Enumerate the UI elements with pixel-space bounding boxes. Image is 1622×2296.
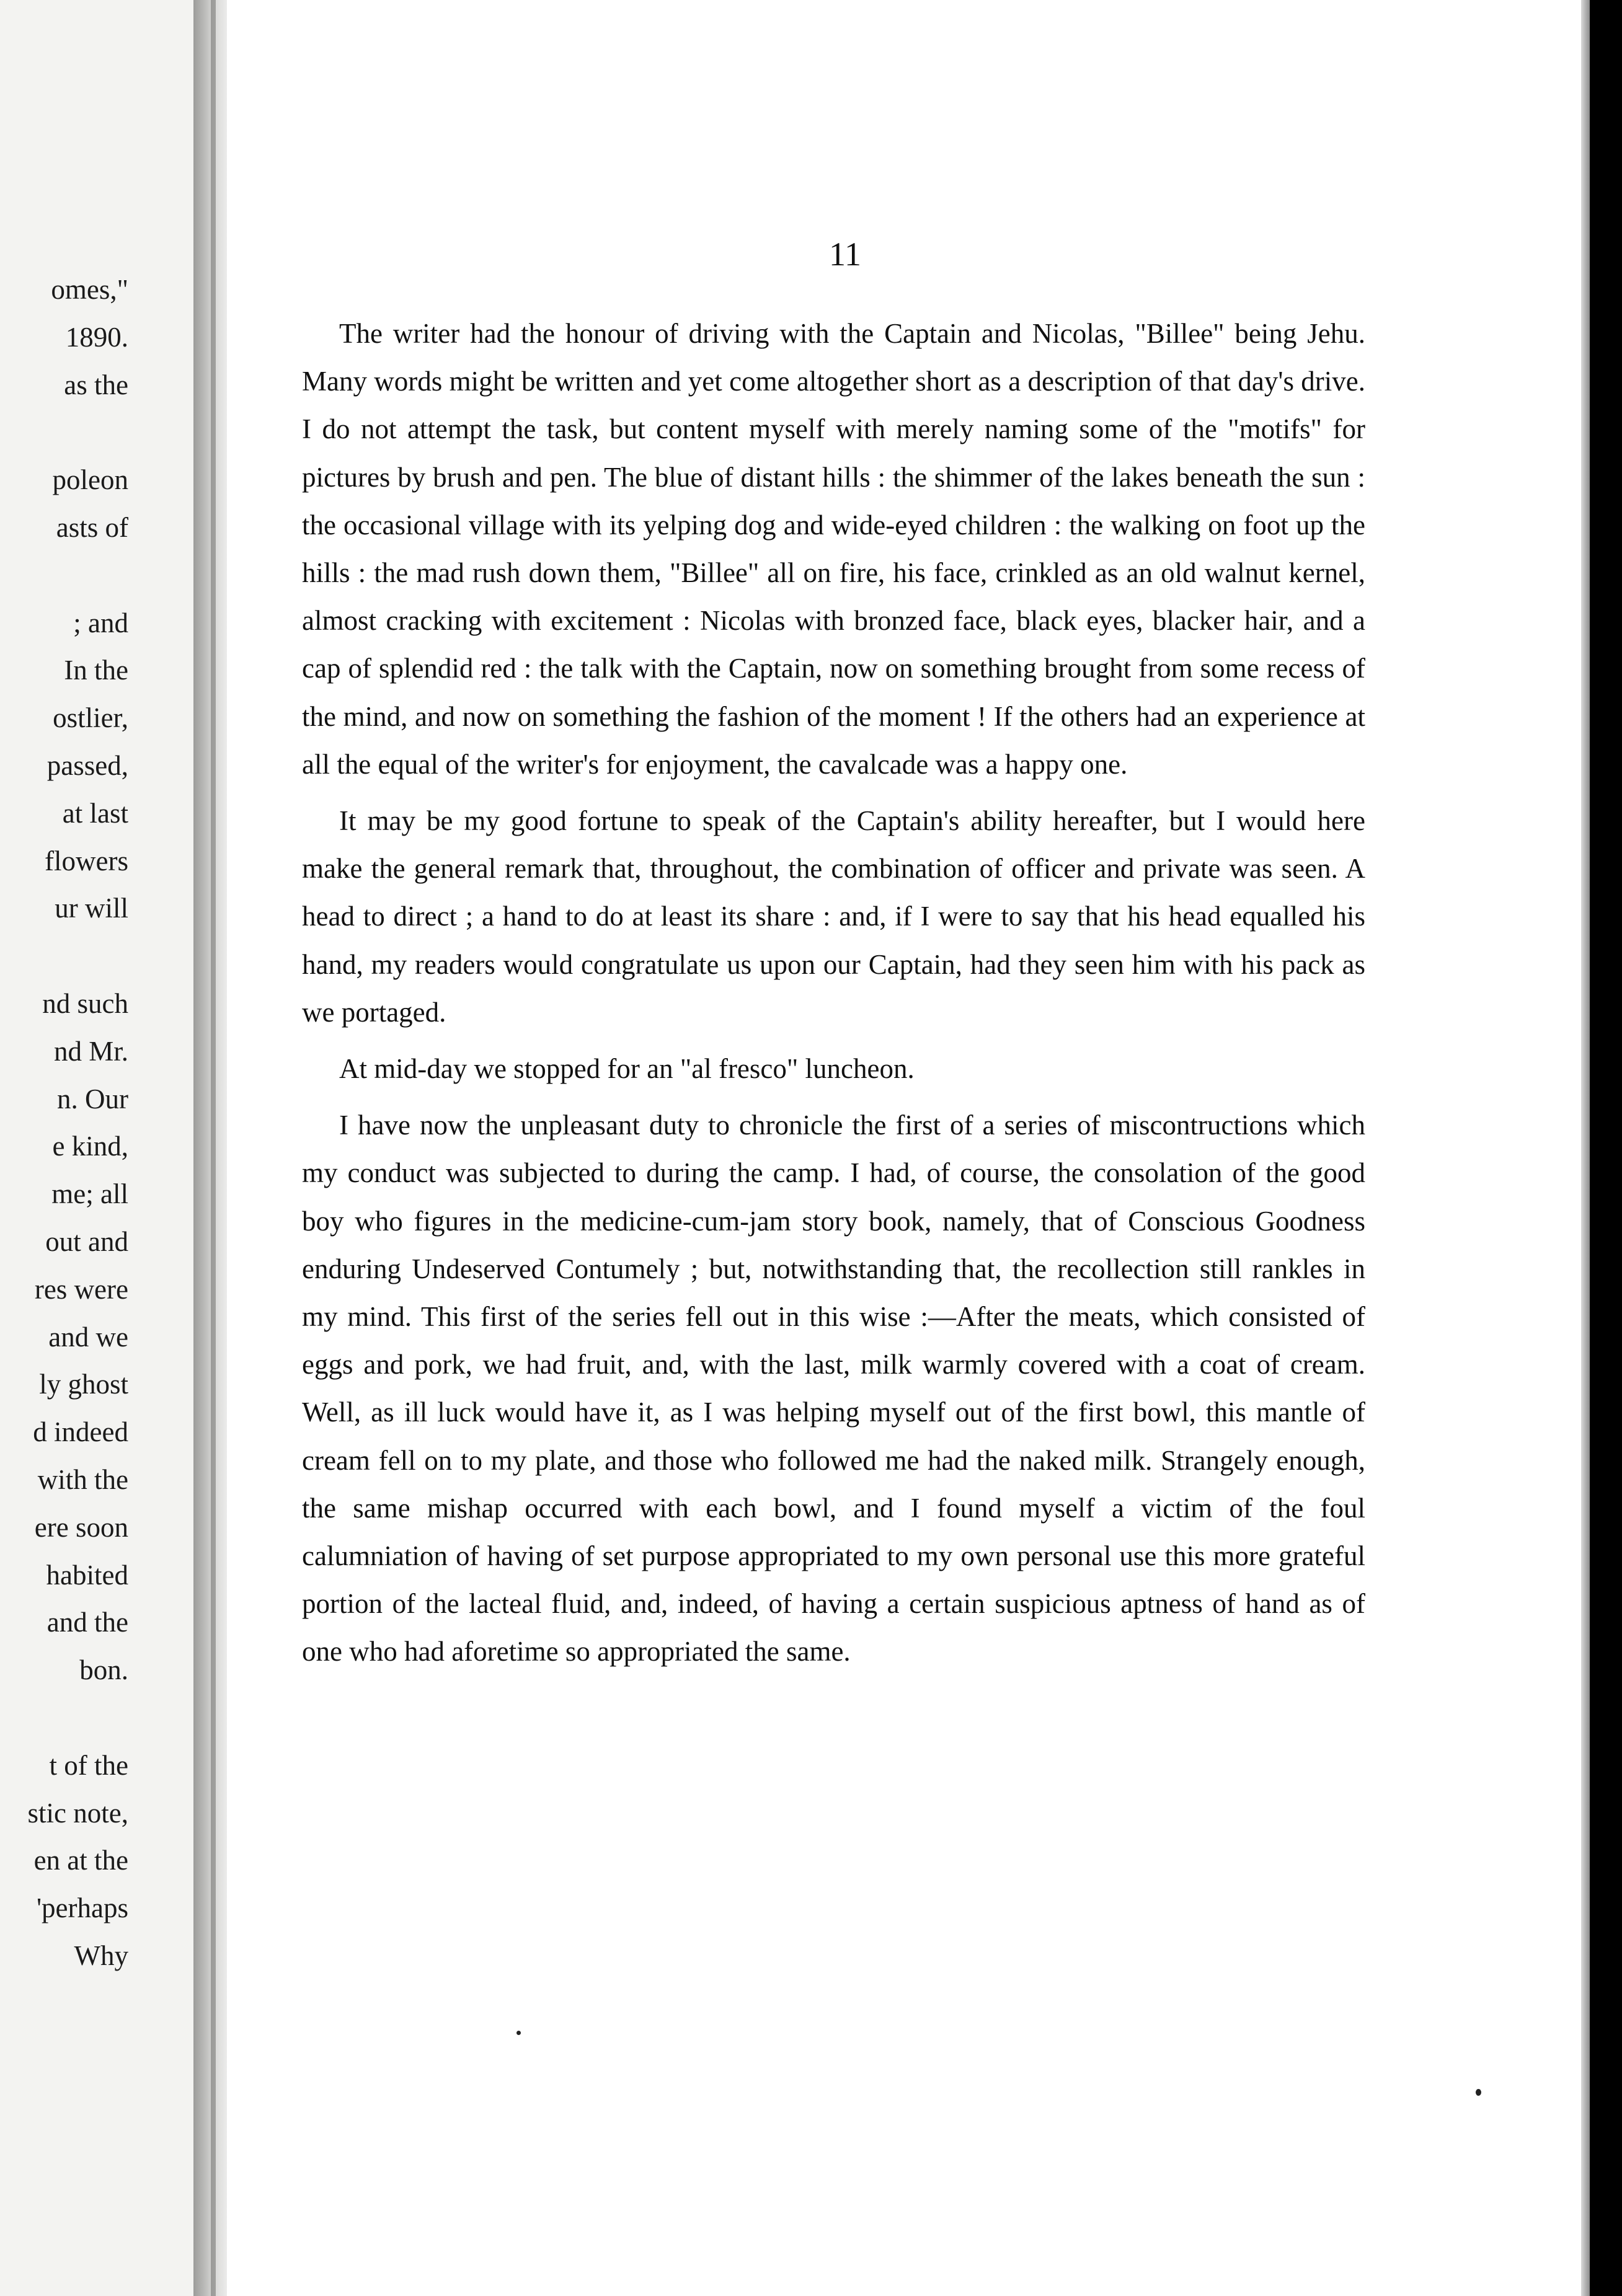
facing-page-line: and the (47, 1607, 128, 1638)
facing-page-line: 1890. (65, 321, 128, 353)
facing-page-line: t of the (49, 1749, 128, 1781)
paragraph-cream: I have now the unpleasant duty to chronicle the first of a series of miscontructions which my conduct was subjected to during the camp. I had, of course, the consolation of the good boy who figures in the medicine-cum-jam story book, namely, that of Conscious Goodness enduring Undeserved Contumely ; but, notwithstanding that, the recollection still rankles in my mind. This first of the series fell out in this wise :—After the meats, which consisted of eggs and pork, we had fruit, and, with the last, milk warmly covered with a coat of cream. Well, as ill luck would have it, as I was helping myself out of the first bowl, this mantle of cream fell on to my plate, and those who followed me had the naked milk. Strangely enough, the same mishap occurred with each bowl, and I found myself a victim of the foul calumniation of having of set purpose appropriated to my own personal use this more grateful portion of the lacteal fluid, and, indeed, of having a certain suspicious aptness of hand as of one who had aforetime so appropriated the same. (302, 1110, 1365, 1667)
gutter-shadow (211, 0, 216, 2296)
facing-page-line: with the (37, 1464, 128, 1495)
facing-page-line: passed, (47, 750, 128, 781)
facing-page-line: ostlier, (53, 702, 128, 734)
facing-page-line: poleon (52, 464, 128, 496)
facing-page-line: omes," (51, 274, 128, 305)
ink-speck (1476, 2089, 1481, 2096)
facing-page-line: me; all (51, 1178, 128, 1210)
paragraph-captain: It may be my good fortune to speak of the Captain's ability hereafter, but I would here make the general remark that, throughout, the combination of officer and private was seen. A head to direct ; a hand to do at least its share : and, if I were to say that his head equalled his hand, my readers would congratulate us upon our Captain, had they seen him with his pack as we portaged. (302, 805, 1365, 1028)
facing-page-line: ur will (55, 893, 128, 924)
book-gutter (193, 0, 227, 2296)
facing-page-line: nd such (42, 988, 128, 1019)
facing-page-line: res were (34, 1273, 128, 1305)
facing-page-line: n. Our (57, 1083, 128, 1115)
facing-page-line: 'perhaps (36, 1892, 128, 1924)
facing-page-line: flowers (45, 845, 128, 876)
paragraph-luncheon: At mid-day we stopped for an "al fresco" luncheon. (339, 1053, 915, 1085)
facing-page-line: d indeed (33, 1416, 128, 1448)
facing-page-line: In the (64, 655, 128, 686)
facing-page-line: out and (45, 1226, 128, 1257)
facing-page-line: bon. (79, 1654, 128, 1686)
facing-page-line: at last (62, 797, 128, 829)
facing-page-line: en at the (33, 1845, 128, 1876)
facing-page-line: ly ghost (39, 1369, 128, 1400)
page-number: 11 (829, 236, 861, 273)
facing-page-line: ; and (73, 607, 128, 638)
ink-speck (516, 2031, 521, 2035)
facing-page-line: habited (46, 1559, 128, 1591)
page-body (302, 310, 1365, 1685)
paragraph-drive: The writer had the honour of driving with the Captain and Nicolas, "Billee" being Jehu. Many words might be written and yet come altogether short as a description of that day's drive. I do not attempt the task, but content myself with merely naming some of the "motifs" for pictures by brush and pen. The blue of distant hills : the shimmer of the lakes beneath the sun : the occasional village with its yelping dog and wide-eyed children : the walking on foot up the hills : the mad rush down them, "Billee" all on fire, his face, crinkled as an old walnut kernel, almost cracking with excitement : Nicolas with bronzed face, black eyes, blacker hair, and a cap of splendid red : the talk with the Captain, now on something brought from some recess of the mind, and now on something the fashion of the moment ! If the others had an experience at all the equal of the writer's for enjoyment, the cavalcade was a happy one. (302, 318, 1365, 780)
facing-page-line: ere soon (34, 1511, 128, 1543)
facing-page-line: as the (64, 369, 128, 400)
facing-page-line: and we (48, 1321, 128, 1353)
facing-page-line: nd Mr. (53, 1035, 128, 1067)
facing-page-line: asts of (56, 512, 128, 543)
facing-page-line: Why (74, 1940, 128, 1971)
page-edge-right (1581, 0, 1590, 2296)
facing-page-line: stic note, (27, 1797, 128, 1829)
facing-page-left (0, 0, 193, 2296)
facing-page-line: e kind, (52, 1131, 128, 1162)
